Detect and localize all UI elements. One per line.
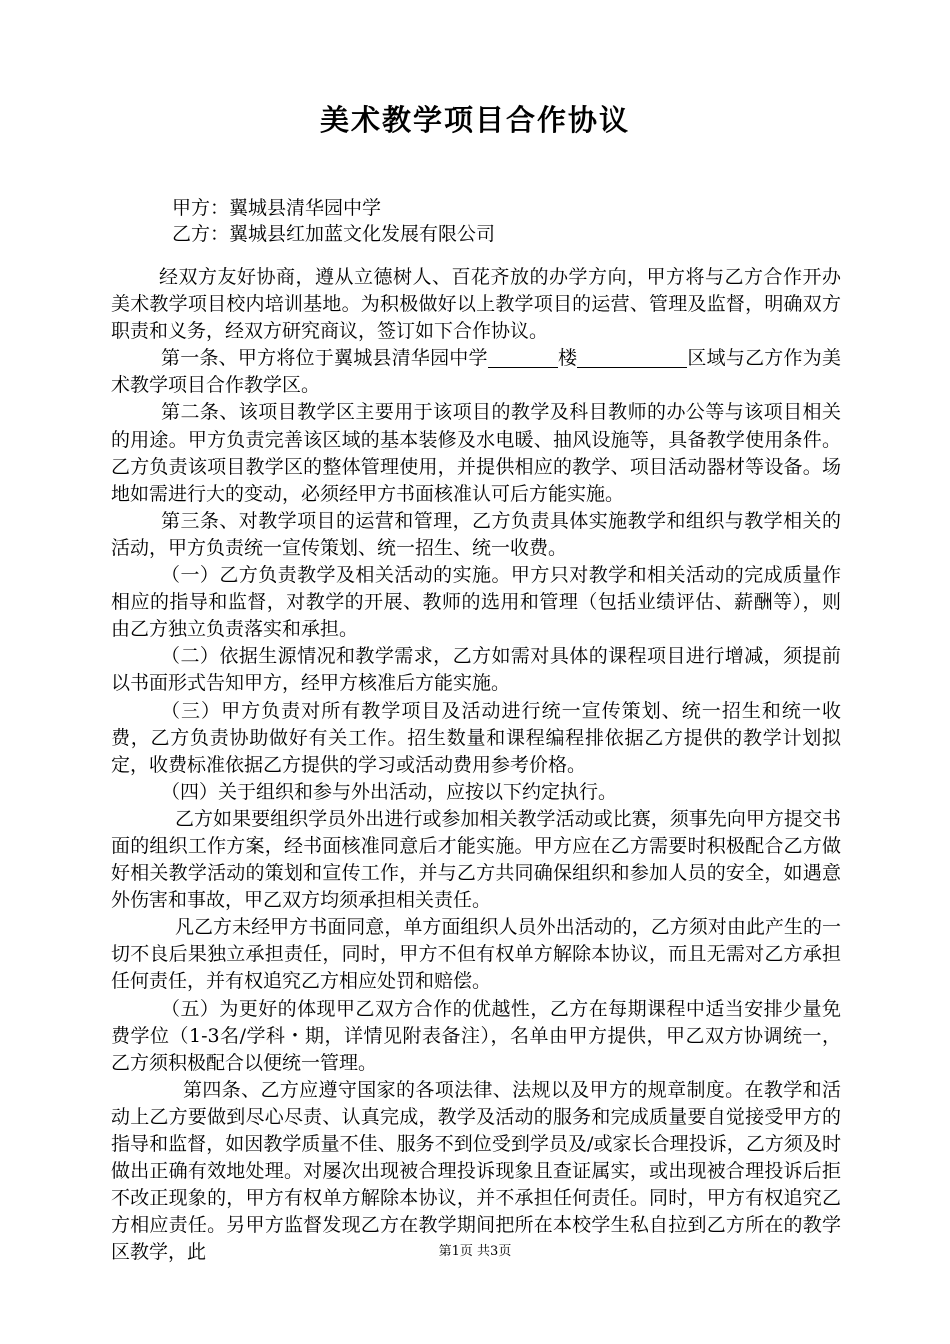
article-1-part-b: 楼 [557, 347, 578, 370]
article-4: 第四条、乙方应遵守国家的各项法律、法规以及甲方的规章制度。在教学和活动上乙方要做到尽心尽责、认真完成，教学及活动的服务和完成质量要自觉接受甲方的指导和监督，如因教学质量不佳、服务不到位受到学员及/或家长合理投诉，乙方须及时做出正确有效地处理。对屡次出现被合理投诉现象且查证属实，或出现被合理投诉后拒不改正现象的，甲方有权单方解除本协议，并不承担任何责任。同时，甲方有权追究乙方相应责任。另甲方监督发现乙方在教学期间把所在本校学生私自拉到乙方所在的教学区教学，此 [111, 1078, 841, 1264]
document-title: 美术教学项目合作协议 [319, 103, 630, 137]
article-3-item-4-para-1: 乙方如果要组织学员外出进行或参加相关教学活动或比赛，须事先向甲方提交书面的组织工作方案，经书面核准同意后才能实施。甲方应在乙方需要时积极配合乙方做好相关教学活动的策划和宣传工作，并与乙方共同确保组织和参加人员的安全，如遇意外伤害和事故，甲乙双方均须承担相关责任。 [111, 807, 841, 912]
article-1 [111, 345, 841, 399]
article-3-item-5: （五）为更好的体现甲乙双方合作的优越性，乙方在每期课程中适当安排少量免费学位（1-3名/学科・期，详情见附表备注），名单由甲方提供，甲乙双方协调统一，乙方须积极配合以便统一管理。 [111, 997, 841, 1074]
article-3-item-4-para-2: 凡乙方未经甲方书面同意，单方面组织人员外出活动的，乙方须对由此产生的一切不良后果独立承担责任，同时，甲方不但有权单方解除本协议，而且无需对乙方承担任何责任，并有权追究乙方相应处罚和赔偿。 [111, 916, 841, 993]
article-3-item-3: （三）甲方负责对所有教学项目及活动进行统一宣传策划、统一招生和统一收费，乙方负责协助做好有关工作。招生数量和课程编程排依据乙方提供的教学计划拟定，收费标准依据乙方提供的学习或活动费用参考价格。 [111, 699, 841, 776]
article-3-item-1: （一）乙方负责教学及相关活动的实施。甲方只对教学和相关活动的完成质量作相应的指导和监督，对教学的开展、教师的选用和管理（包括业绩评估、薪酬等），则由乙方独立负责落实和承担。 [111, 564, 841, 641]
article-1-part-c: 区域与乙方作为美术教学项目合作教学区。 [111, 347, 841, 397]
document-body [111, 264, 841, 1266]
party-a: 甲方：翼城县清华园中学 [172, 197, 382, 219]
page-footer: 第1页 共3页 [438, 1244, 512, 1259]
intro-paragraph: 经双方友好协商，遵从立德树人、百花齐放的办学方向，甲方将与乙方合作开办美术教学项目校内培训基地。为积极做好以上教学项目的运营、管理及监督，明确双方职责和义务，经双方研究商议，签订如下合作协议。 [111, 266, 841, 343]
party-b: 乙方：翼城县红加蓝文化发展有限公司 [172, 223, 496, 245]
article-1-part-a: 第一条、甲方将位于翼城县清华园中学 [161, 347, 488, 370]
article-3: 第三条、对教学项目的运营和管理，乙方负责具体实施教学和组织与教学相关的活动，甲方负责统一宣传策划、统一招生、统一收费。 [111, 509, 841, 559]
article-3-item-2: （二）依据生源情况和教学需求，乙方如需对具体的课程项目进行增减，须提前以书面形式告知甲方，经甲方核准后方能实施。 [111, 645, 841, 695]
article-2: 第二条、该项目教学区主要用于该项目的教学及科目教师的办公等与该项目相关的用途。甲方负责完善该区域的基本装修及水电暖、抽风设施等，具备教学使用条件。乙方负责该项目教学区的整体管理使用，并提供相应的教学、项目活动器材等设备。场地如需进行大的变动，必须经甲方书面核准认可后方能实施。 [111, 401, 841, 505]
blank-building [488, 347, 558, 368]
article-3-item-4: （四）关于组织和参与外出活动，应按以下约定执行。 [161, 780, 618, 803]
blank-area [577, 347, 687, 368]
